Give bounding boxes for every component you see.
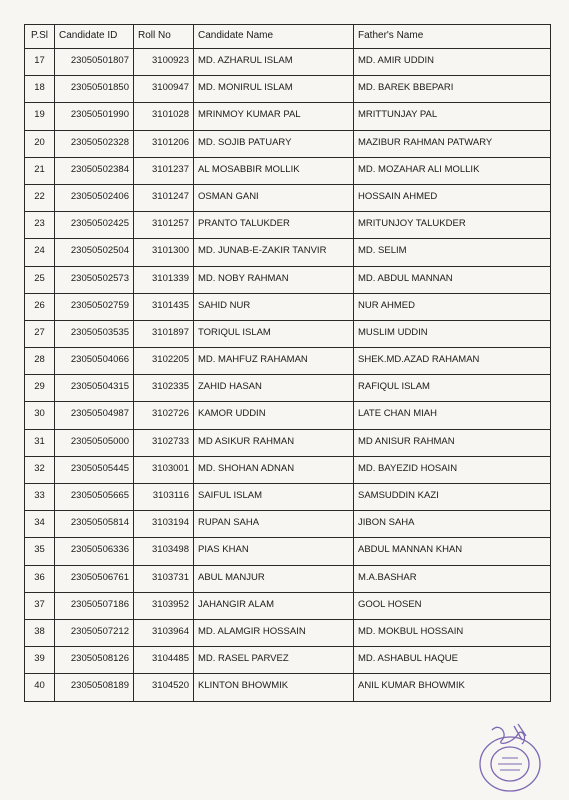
table-row [25, 456, 551, 483]
cell-candidate-id: 23050501850 [55, 76, 134, 103]
cell-father-name: SHEK.MD.AZAD RAHAMAN [354, 348, 551, 375]
cell-psl: 21 [25, 157, 55, 184]
cell-candidate-id: 23050507186 [55, 592, 134, 619]
cell-father-name: JIBON SAHA [354, 511, 551, 538]
table-row [25, 348, 551, 375]
table-row [25, 49, 551, 76]
cell-candidate-id: 23050502328 [55, 130, 134, 157]
cell-psl: 23 [25, 212, 55, 239]
cell-psl: 27 [25, 320, 55, 347]
cell-candidate-id: 23050508189 [55, 674, 134, 701]
cell-candidate-name: MD. JUNAB-E-ZAKIR TANVIR [194, 239, 354, 266]
table-row [25, 592, 551, 619]
header-roll-no: Roll No [134, 25, 194, 49]
table-row [25, 511, 551, 538]
cell-candidate-name: OSMAN GANI [194, 184, 354, 211]
table-row [25, 239, 551, 266]
cell-roll-no: 3103498 [134, 538, 194, 565]
cell-roll-no: 3101028 [134, 103, 194, 130]
cell-father-name: MD. BAREK BBEPARI [354, 76, 551, 103]
table-row [25, 184, 551, 211]
cell-father-name: MD. BAYEZID HOSAIN [354, 456, 551, 483]
table-row [25, 130, 551, 157]
table-row [25, 157, 551, 184]
table-row [25, 429, 551, 456]
cell-father-name: MD. SELIM [354, 239, 551, 266]
cell-candidate-name: ZAHID HASAN [194, 375, 354, 402]
table-row [25, 647, 551, 674]
cell-roll-no: 3102335 [134, 375, 194, 402]
candidate-table [24, 24, 551, 702]
cell-roll-no: 3101300 [134, 239, 194, 266]
cell-roll-no: 3103952 [134, 592, 194, 619]
cell-roll-no: 3103116 [134, 484, 194, 511]
cell-psl: 36 [25, 565, 55, 592]
header-psl: P.Sl [25, 25, 55, 49]
cell-candidate-name: MD. AZHARUL ISLAM [194, 49, 354, 76]
table-row [25, 212, 551, 239]
cell-candidate-name: JAHANGIR ALAM [194, 592, 354, 619]
cell-father-name: GOOL HOSEN [354, 592, 551, 619]
cell-candidate-id: 23050502425 [55, 212, 134, 239]
cell-candidate-name: SAIFUL ISLAM [194, 484, 354, 511]
cell-father-name: MD. AMIR UDDIN [354, 49, 551, 76]
cell-roll-no: 3103001 [134, 456, 194, 483]
cell-candidate-id: 23050506761 [55, 565, 134, 592]
office-seal-stamp [462, 720, 554, 792]
cell-roll-no: 3101435 [134, 293, 194, 320]
cell-candidate-id: 23050506336 [55, 538, 134, 565]
cell-father-name: MD ANISUR RAHMAN [354, 429, 551, 456]
cell-psl: 29 [25, 375, 55, 402]
cell-candidate-id: 23050507212 [55, 619, 134, 646]
cell-candidate-name: TORIQUL ISLAM [194, 320, 354, 347]
cell-father-name: SAMSUDDIN KAZI [354, 484, 551, 511]
cell-roll-no: 3101237 [134, 157, 194, 184]
cell-father-name: NUR AHMED [354, 293, 551, 320]
cell-roll-no: 3101257 [134, 212, 194, 239]
cell-psl: 30 [25, 402, 55, 429]
cell-father-name: MRITUNJOY TALUKDER [354, 212, 551, 239]
cell-psl: 39 [25, 647, 55, 674]
cell-father-name: ABDUL MANNAN KHAN [354, 538, 551, 565]
table-row [25, 266, 551, 293]
cell-candidate-name: AL MOSABBIR MOLLIK [194, 157, 354, 184]
cell-candidate-id: 23050502504 [55, 239, 134, 266]
cell-candidate-id: 23050502406 [55, 184, 134, 211]
cell-roll-no: 3103194 [134, 511, 194, 538]
cell-roll-no: 3100923 [134, 49, 194, 76]
cell-candidate-id: 23050502384 [55, 157, 134, 184]
cell-roll-no: 3102205 [134, 348, 194, 375]
cell-father-name: MD. MOKBUL HOSSAIN [354, 619, 551, 646]
header-row [25, 25, 551, 49]
cell-psl: 38 [25, 619, 55, 646]
cell-psl: 31 [25, 429, 55, 456]
table-row [25, 619, 551, 646]
cell-roll-no: 3103964 [134, 619, 194, 646]
cell-candidate-name: MD. NOBY RAHMAN [194, 266, 354, 293]
cell-candidate-name: PIAS KHAN [194, 538, 354, 565]
cell-candidate-name: MD. MONIRUL ISLAM [194, 76, 354, 103]
cell-roll-no: 3103731 [134, 565, 194, 592]
cell-candidate-name: MD. ALAMGIR HOSSAIN [194, 619, 354, 646]
table-row [25, 538, 551, 565]
cell-candidate-id: 23050503535 [55, 320, 134, 347]
cell-father-name: HOSSAIN AHMED [354, 184, 551, 211]
table-row [25, 565, 551, 592]
cell-candidate-name: MD ASIKUR RAHMAN [194, 429, 354, 456]
cell-candidate-name: ABUL MANJUR [194, 565, 354, 592]
cell-father-name: MUSLIM UDDIN [354, 320, 551, 347]
cell-candidate-id: 23050505814 [55, 511, 134, 538]
table-row [25, 320, 551, 347]
cell-psl: 18 [25, 76, 55, 103]
cell-psl: 33 [25, 484, 55, 511]
cell-roll-no: 3102726 [134, 402, 194, 429]
cell-candidate-id: 23050502573 [55, 266, 134, 293]
cell-psl: 28 [25, 348, 55, 375]
cell-roll-no: 3102733 [134, 429, 194, 456]
cell-roll-no: 3104485 [134, 647, 194, 674]
cell-candidate-id: 23050505000 [55, 429, 134, 456]
cell-candidate-id: 23050502759 [55, 293, 134, 320]
cell-candidate-name: MD. SHOHAN ADNAN [194, 456, 354, 483]
cell-psl: 26 [25, 293, 55, 320]
cell-psl: 37 [25, 592, 55, 619]
cell-psl: 40 [25, 674, 55, 701]
cell-candidate-id: 23050501807 [55, 49, 134, 76]
cell-roll-no: 3104520 [134, 674, 194, 701]
cell-candidate-name: MD. SOJIB PATUARY [194, 130, 354, 157]
cell-psl: 19 [25, 103, 55, 130]
cell-psl: 25 [25, 266, 55, 293]
cell-psl: 20 [25, 130, 55, 157]
table-row [25, 674, 551, 701]
cell-candidate-name: PRANTO TALUKDER [194, 212, 354, 239]
table-row [25, 484, 551, 511]
cell-candidate-id: 23050504987 [55, 402, 134, 429]
cell-roll-no: 3101897 [134, 320, 194, 347]
cell-father-name: ANIL KUMAR BHOWMIK [354, 674, 551, 701]
cell-psl: 17 [25, 49, 55, 76]
cell-candidate-name: MD. MAHFUZ RAHAMAN [194, 348, 354, 375]
cell-candidate-name: KLINTON BHOWMIK [194, 674, 354, 701]
cell-psl: 35 [25, 538, 55, 565]
cell-roll-no: 3101206 [134, 130, 194, 157]
cell-psl: 34 [25, 511, 55, 538]
cell-psl: 32 [25, 456, 55, 483]
table-row [25, 76, 551, 103]
header-father-name: Father's Name [354, 25, 551, 49]
cell-father-name: MRITTUNJAY PAL [354, 103, 551, 130]
header-candidate-id: Candidate ID [55, 25, 134, 49]
cell-father-name: RAFIQUL ISLAM [354, 375, 551, 402]
cell-candidate-id: 23050505445 [55, 456, 134, 483]
cell-psl: 24 [25, 239, 55, 266]
cell-candidate-name: KAMOR UDDIN [194, 402, 354, 429]
cell-roll-no: 3101247 [134, 184, 194, 211]
cell-father-name: M.A.BASHAR [354, 565, 551, 592]
cell-candidate-id: 23050504315 [55, 375, 134, 402]
cell-roll-no: 3100947 [134, 76, 194, 103]
cell-candidate-name: MD. RASEL PARVEZ [194, 647, 354, 674]
cell-candidate-id: 23050505665 [55, 484, 134, 511]
cell-candidate-id: 23050504066 [55, 348, 134, 375]
cell-candidate-id: 23050501990 [55, 103, 134, 130]
table-row [25, 375, 551, 402]
cell-candidate-id: 23050508126 [55, 647, 134, 674]
table-row [25, 402, 551, 429]
header-candidate-name: Candidate Name [194, 25, 354, 49]
cell-candidate-name: MRINMOY KUMAR PAL [194, 103, 354, 130]
cell-father-name: MAZIBUR RAHMAN PATWARY [354, 130, 551, 157]
cell-roll-no: 3101339 [134, 266, 194, 293]
table-row [25, 103, 551, 130]
cell-psl: 22 [25, 184, 55, 211]
cell-candidate-name: SAHID NUR [194, 293, 354, 320]
cell-father-name: MD. ASHABUL HAQUE [354, 647, 551, 674]
cell-father-name: MD. ABDUL MANNAN [354, 266, 551, 293]
cell-father-name: LATE CHAN MIAH [354, 402, 551, 429]
cell-candidate-name: RUPAN SAHA [194, 511, 354, 538]
cell-father-name: MD. MOZAHAR ALI MOLLIK [354, 157, 551, 184]
table-row [25, 293, 551, 320]
